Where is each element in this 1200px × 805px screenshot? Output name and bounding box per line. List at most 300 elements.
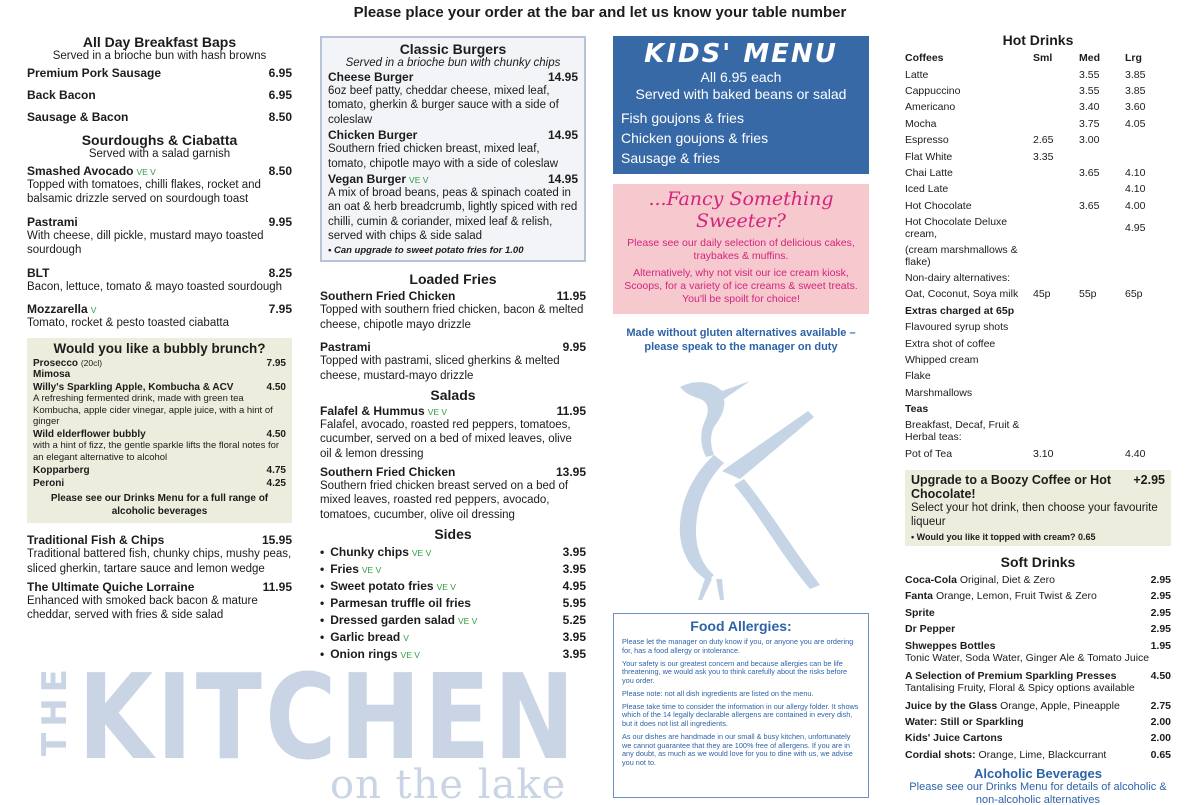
menu-item bbox=[27, 215, 292, 258]
hot-drink-row bbox=[905, 99, 1171, 115]
hot-drink-row bbox=[905, 385, 1171, 401]
allergy-paragraph: Please let the manager on duty know if you, or anyone you are ordering for, has a food allergy or intolerance. bbox=[622, 637, 854, 655]
price-medium bbox=[1079, 148, 1125, 164]
soft-drink-item bbox=[905, 607, 1171, 619]
price-small: 3.10 bbox=[1033, 447, 1054, 460]
brunch-note: Please see our Drinks Menu for a full range of alcoholic beverages bbox=[50, 493, 269, 517]
side-price: 5.95 bbox=[562, 596, 586, 611]
price-small bbox=[1033, 198, 1079, 214]
drink-detail: Original, Diet & Zero bbox=[959, 573, 1055, 586]
hot-drink-row bbox=[905, 242, 1171, 270]
menu-item bbox=[27, 266, 292, 294]
price-medium bbox=[1079, 445, 1125, 461]
brunch-title: Would you like a bubbly brunch? bbox=[53, 341, 266, 357]
item-price: 14.95 bbox=[547, 128, 578, 143]
item-price: 13.95 bbox=[555, 465, 586, 479]
price-medium: 3.40 bbox=[1079, 101, 1100, 114]
side-price: 3.95 bbox=[562, 630, 586, 645]
boozy-cream-note: • Would you like it topped with cream? 0.65 bbox=[911, 531, 1096, 542]
item-price: 9.95 bbox=[268, 214, 292, 229]
price-medium: 3.65 bbox=[1079, 166, 1100, 179]
drink-name: A Selection of Premium Sparkling Presses bbox=[905, 669, 1117, 682]
menu-item bbox=[328, 172, 578, 244]
allergies-title: Food Allergies: bbox=[690, 618, 792, 634]
soft-drink-item bbox=[905, 640, 1171, 652]
drink-name: Juice by the Glass bbox=[905, 699, 998, 712]
diet-tag: VE V bbox=[411, 548, 432, 559]
hot-drink-row bbox=[905, 445, 1171, 461]
price-large: 4.10 bbox=[1125, 183, 1146, 196]
hot-drink-row bbox=[905, 401, 1171, 417]
side-name: Dressed garden salad bbox=[330, 613, 455, 628]
diet-tag: VE V bbox=[457, 616, 478, 627]
hot-drink-row bbox=[905, 83, 1171, 99]
menu-item bbox=[27, 66, 292, 80]
drink-name: (cream marshmallows & flake) bbox=[905, 243, 1018, 268]
item-name: Vegan Burger bbox=[328, 171, 407, 186]
drink-detail: Orange, Lemon, Fruit Twist & Zero bbox=[935, 590, 1097, 603]
diet-tag: VE V bbox=[427, 406, 448, 417]
drink-name: Cappuccino bbox=[905, 84, 961, 97]
allergy-paragraph: Please take time to consider the information in our allergy folder. It shows which of the 14 legally declarable allergens are contained in every dish, but it does not list all ingredients. bbox=[622, 701, 859, 728]
sweet-text: Please see our daily selection of delicious cakes, traybakes & muffins. bbox=[627, 236, 855, 262]
price-medium bbox=[1079, 319, 1125, 335]
drink-name: Flavoured syrup shots bbox=[905, 321, 1009, 334]
price-small bbox=[1033, 99, 1079, 115]
the-kitchen-logo bbox=[30, 648, 590, 803]
menu-item bbox=[27, 580, 292, 623]
price-large bbox=[1125, 352, 1171, 368]
menu-item bbox=[320, 340, 586, 383]
drink-description: with a hint of fizz, the gentle sparkle lifts the floral notes for an elegant alternative to alcohol bbox=[33, 440, 280, 463]
column-kids bbox=[613, 30, 869, 355]
drink-name: Kopparberg bbox=[33, 465, 90, 477]
menu-item bbox=[27, 110, 292, 124]
drink-name: Espresso bbox=[905, 134, 949, 147]
item-description: Traditional battered fish, chunky chips, mushy peas, sliced gherkin, tartare sauce and lemon wedge bbox=[27, 548, 292, 575]
item-price: 6.95 bbox=[268, 66, 292, 80]
menu-item bbox=[27, 164, 292, 207]
drink-name: Cordial shots: bbox=[905, 748, 976, 761]
item-price: 9.95 bbox=[562, 340, 586, 355]
side-item: • Onion rings VE V 3.95 bbox=[320, 647, 586, 662]
price-large: 65p bbox=[1125, 288, 1143, 301]
drink-price: 2.95 bbox=[1150, 623, 1171, 636]
soft-drinks-title: Soft Drinks bbox=[1000, 553, 1076, 570]
item-price: 15.95 bbox=[261, 533, 292, 548]
side-price: 3.95 bbox=[562, 562, 586, 577]
item-description: Bacon, lettuce, tomato & mayo toasted sourdough bbox=[27, 280, 283, 293]
price-small bbox=[1033, 385, 1079, 401]
hot-drink-row bbox=[905, 181, 1171, 197]
price-large bbox=[1125, 368, 1171, 384]
drink-description: A refreshing fermented drink, made with green tea Kombucha, apple cider vinegar, apple juice, with a hint of ginger bbox=[33, 393, 273, 428]
side-item: • Chunky chips VE V 3.95 bbox=[320, 545, 586, 560]
hot-drink-row bbox=[905, 165, 1171, 181]
drink-price: 2.95 bbox=[1150, 590, 1171, 603]
hot-drink-row bbox=[905, 303, 1171, 319]
item-name: Pastrami bbox=[27, 214, 78, 229]
header-cell: Lrg bbox=[1125, 52, 1142, 65]
side-name: Onion rings bbox=[330, 647, 398, 662]
drink-detail: Orange, Lime, Blackcurrant bbox=[978, 748, 1107, 761]
price-large bbox=[1125, 270, 1171, 286]
item-price: 14.95 bbox=[547, 171, 578, 186]
side-name: Sweet potato fries bbox=[330, 579, 434, 594]
boozy-price: +2.95 bbox=[1133, 472, 1165, 487]
drink-name: Coca-Cola bbox=[905, 573, 957, 586]
hot-drink-row bbox=[905, 335, 1171, 351]
item-name: Cheese Burger bbox=[328, 70, 414, 84]
hot-drink-row bbox=[905, 116, 1171, 132]
drink-name: Flake bbox=[905, 370, 931, 383]
drink-size: (20cl) bbox=[80, 358, 103, 369]
logo-the: THE bbox=[35, 663, 75, 756]
drink-name: Whipped cream bbox=[905, 354, 979, 367]
item-description: Topped with southern fried chicken, bacon & melted cheese, chipotle mayo drizzle bbox=[320, 304, 584, 331]
item-name: Premium Pork Sausage bbox=[27, 66, 162, 80]
menu-item bbox=[320, 404, 586, 461]
column-drinks bbox=[905, 32, 1171, 805]
table-header-row bbox=[905, 50, 1171, 66]
item-price: 6.95 bbox=[268, 88, 292, 102]
price-large: 3.60 bbox=[1125, 101, 1146, 114]
side-item: • Sweet potato fries VE V 4.95 bbox=[320, 579, 586, 594]
sides-list bbox=[320, 545, 586, 661]
soft-drink-item bbox=[905, 623, 1171, 635]
price-large: 4.05 bbox=[1125, 117, 1146, 130]
drink-name: Wild elderflower bubbly bbox=[33, 429, 146, 441]
drink-price: 2.95 bbox=[1150, 606, 1171, 619]
diet-tag: VE V bbox=[361, 565, 382, 576]
drink-name: Prosecco bbox=[33, 358, 79, 370]
price-large: 4.95 bbox=[1125, 221, 1146, 234]
alcoholic-title: Alcoholic Beverages bbox=[974, 765, 1102, 781]
allergy-paragraph: Your safety is our greatest concern and because allergies can be life threatening, we would ask you to think carefully about the risks before you order. bbox=[622, 658, 848, 685]
price-small: 2.65 bbox=[1033, 134, 1054, 147]
menu-item bbox=[27, 533, 292, 576]
boozy-title: Upgrade to a Boozy Coffee or Hot Chocolate! bbox=[911, 472, 1112, 501]
drink-description: Tantalising Fruity, Floral & Spicy options available bbox=[905, 681, 1135, 694]
price-medium bbox=[1079, 242, 1125, 270]
item-price: 11.95 bbox=[262, 579, 292, 594]
item-price: 8.25 bbox=[268, 265, 292, 280]
sourdough-title: Sourdoughs & Ciabatta bbox=[81, 132, 238, 148]
price-small bbox=[1033, 270, 1079, 286]
price-small: 3.35 bbox=[1033, 150, 1054, 163]
kids-served-line: Served with baked beans or salad bbox=[635, 86, 847, 103]
price-large bbox=[1125, 319, 1171, 335]
heron-k-emblem bbox=[640, 375, 825, 600]
kids-price-line: All 6.95 each bbox=[700, 68, 782, 85]
sweet-title: ...Fancy Something Sweeter? bbox=[648, 188, 834, 232]
soft-drink-item bbox=[905, 590, 1171, 602]
item-price: 11.95 bbox=[556, 403, 586, 418]
sweet-box bbox=[613, 184, 869, 314]
drink-name: Americano bbox=[905, 101, 956, 114]
drink-price: 2.75 bbox=[1150, 699, 1171, 712]
price-medium bbox=[1079, 401, 1125, 417]
hot-drinks-table bbox=[905, 50, 1171, 462]
price-large bbox=[1125, 242, 1171, 270]
item-description: Southern fried chicken breast served on a bed of mixed leaves, roasted red peppers, avocado, tomatoes, cucumber, olive oil dressing bbox=[320, 480, 569, 521]
drink-name: Mocha bbox=[905, 117, 937, 130]
item-price: 7.95 bbox=[268, 301, 292, 316]
hot-drink-row bbox=[905, 198, 1171, 214]
logo-tagline: on the lake bbox=[330, 762, 567, 803]
price-small bbox=[1033, 165, 1079, 181]
allergy-paragraph: As our dishes are handmade in our small & busy kitchen, unfortunately we cannot guarantee that they are 100% free of allergens. If you are in any doubt, as much as we would love for you to dine with us, we advise you not to. bbox=[622, 731, 853, 767]
drink-name: Oat, Coconut, Soya milk bbox=[905, 288, 1019, 301]
sourdough-subtitle: Served with a salad garnish bbox=[88, 148, 231, 160]
item-price: 8.50 bbox=[268, 164, 292, 178]
drink-name: Kids' Juice Cartons bbox=[905, 732, 1003, 745]
sides-title: Sides bbox=[434, 526, 472, 543]
menu-item bbox=[328, 70, 578, 127]
side-price: 4.95 bbox=[562, 579, 586, 594]
boozy-upgrade-box bbox=[905, 470, 1171, 546]
drink-name: Willy's Sparkling Apple, Kombucha & ACV bbox=[33, 382, 234, 394]
price-large bbox=[1125, 417, 1171, 445]
diet-tag: VE V bbox=[409, 174, 429, 185]
item-name: The Ultimate Quiche Lorraine bbox=[27, 579, 195, 594]
allergy-paragraph: Please note: not all dish ingredients are listed on the menu. bbox=[622, 688, 814, 698]
item-name: Back Bacon bbox=[27, 88, 96, 102]
hot-drink-row bbox=[905, 417, 1171, 445]
drink-name: Sprite bbox=[905, 606, 935, 619]
drink-price: 2.00 bbox=[1150, 715, 1171, 728]
boozy-text: Select your hot drink, then choose your favourite liqueur bbox=[911, 501, 1158, 529]
side-item: • Dressed garden salad VE V 5.25 bbox=[320, 613, 586, 628]
side-item: • Fries VE V 3.95 bbox=[320, 562, 586, 577]
item-description: 6oz beef patty, cheddar cheese, mixed leaf, tomato, gherkin & burger sauce with a side of coleslaw bbox=[328, 85, 559, 126]
drink-price: 1.95 bbox=[1150, 639, 1171, 652]
price-small bbox=[1033, 83, 1079, 99]
price-large bbox=[1125, 132, 1171, 148]
price-large bbox=[1125, 401, 1171, 417]
item-description: A mix of broad beans, peas & spinach coated in an oat & herb breadcrumb, lightly spiced with red chilli, cumin & coriander, mixed leaf & relish, served with chips & side salad bbox=[328, 186, 578, 242]
drink-name: Peroni bbox=[33, 478, 65, 490]
side-name: Fries bbox=[330, 562, 359, 577]
price-medium: 3.65 bbox=[1079, 199, 1100, 212]
drink-price: 7.95 bbox=[266, 358, 286, 370]
price-medium bbox=[1079, 385, 1125, 401]
drink-name: Pot of Tea bbox=[905, 447, 953, 460]
drink-name: Marshmallows bbox=[905, 386, 973, 399]
price-small bbox=[1033, 242, 1079, 270]
hot-drink-row bbox=[905, 270, 1171, 286]
price-medium bbox=[1079, 417, 1125, 445]
price-medium: 3.55 bbox=[1079, 68, 1100, 81]
price-large: 4.40 bbox=[1125, 447, 1146, 460]
item-name: Traditional Fish & Chips bbox=[27, 533, 165, 548]
column-breakfast bbox=[27, 30, 292, 623]
price-large: 3.85 bbox=[1125, 84, 1146, 97]
hot-drink-row bbox=[905, 132, 1171, 148]
price-medium: 3.75 bbox=[1079, 117, 1100, 130]
side-item: • Garlic bread V 3.95 bbox=[320, 630, 586, 645]
drink-name: Dr Pepper bbox=[905, 623, 956, 636]
alcoholic-text: Please see our Drinks Menu for details of alcoholic & non-alcoholic alternatives bbox=[909, 780, 1167, 805]
item-description: Topped with tomatoes, chilli flakes, rocket and balsamic drizzle served on sourdough toast bbox=[27, 179, 261, 206]
drink-price: 4.25 bbox=[266, 478, 286, 490]
menu-item bbox=[27, 88, 292, 102]
price-small bbox=[1033, 66, 1079, 82]
item-name: Pastrami bbox=[320, 340, 371, 355]
breakfast-subtitle: Served in a brioche bun with hash browns bbox=[52, 50, 267, 62]
side-price: 5.25 bbox=[562, 613, 586, 628]
price-medium: 55p bbox=[1079, 288, 1097, 301]
item-description: Enhanced with smoked back bacon & mature cheddar, served with fries & side salad bbox=[27, 594, 258, 622]
item-name: Smashed Avocado bbox=[27, 164, 134, 178]
drink-name: Water: Still or Sparkling bbox=[905, 715, 1024, 728]
soft-drinks-list bbox=[905, 574, 1171, 761]
drink-name: Fanta bbox=[905, 590, 934, 603]
soft-drink-item bbox=[905, 670, 1171, 682]
menu-item bbox=[27, 302, 292, 330]
drink-name: Chai Latte bbox=[905, 166, 953, 179]
hot-drink-row bbox=[905, 319, 1171, 335]
price-large: 3.85 bbox=[1125, 68, 1146, 81]
loaded-fries-title: Loaded Fries bbox=[409, 271, 497, 288]
sweet-text: Alternatively, why not visit our ice cream kiosk, Scoops, for a variety of ice creams & sweet treats. You'll be spoilt for choice! bbox=[624, 266, 858, 306]
price-large: 4.00 bbox=[1125, 199, 1146, 212]
soft-drink-item bbox=[905, 574, 1171, 586]
drink-price: 4.50 bbox=[1150, 669, 1171, 682]
drink-name: Latte bbox=[905, 68, 929, 81]
drink-name: Extras charged at 65p bbox=[905, 304, 1015, 317]
burgers-title: Classic Burgers bbox=[399, 41, 507, 57]
logo-kitchen: KITCHEN bbox=[78, 648, 578, 786]
column-burgers bbox=[320, 36, 586, 661]
side-name: Garlic bread bbox=[330, 630, 401, 645]
price-medium bbox=[1079, 214, 1125, 242]
drink-price: 0.65 bbox=[1150, 748, 1171, 761]
menu-item bbox=[320, 289, 586, 332]
item-price: 14.95 bbox=[547, 70, 578, 84]
price-small bbox=[1033, 401, 1079, 417]
item-description: Topped with pastrami, sliced gherkins & melted cheese, mustard-mayo drizzle bbox=[320, 355, 560, 382]
kids-item: Chicken goujons & fries bbox=[621, 129, 769, 146]
drink-name: Hot Chocolate bbox=[905, 199, 972, 212]
side-name: Parmesan truffle oil fries bbox=[330, 596, 471, 611]
header-cell: Coffees bbox=[905, 52, 944, 65]
burgers-subtitle: Served in a brioche bun with chunky chips bbox=[345, 57, 561, 69]
hot-drink-row bbox=[905, 214, 1171, 242]
price-medium bbox=[1079, 270, 1125, 286]
soft-drink-item bbox=[905, 732, 1171, 744]
item-price: 11.95 bbox=[556, 289, 586, 304]
hot-drink-row bbox=[905, 286, 1171, 302]
item-name: BLT bbox=[27, 265, 50, 280]
side-item: • Parmesan truffle oil fries 5.95 bbox=[320, 596, 586, 611]
item-name: Mozzarella bbox=[27, 301, 88, 316]
price-medium bbox=[1079, 335, 1125, 351]
burger-upgrade-note: • Can upgrade to sweet potato fries for 1.00 bbox=[328, 245, 524, 257]
hot-drinks-title: Hot Drinks bbox=[1002, 32, 1074, 48]
gluten-free-note: Made without gluten alternatives available – please speak to the manager on duty bbox=[626, 327, 856, 354]
drink-description: Tonic Water, Soda Water, Ginger Ale & Tomato Juice bbox=[905, 651, 1150, 664]
item-name: Sausage & Bacon bbox=[27, 110, 129, 124]
drink-name: Extra shot of coffee bbox=[905, 337, 996, 350]
item-name: Falafel & Hummus bbox=[320, 403, 425, 418]
price-small bbox=[1033, 214, 1079, 242]
price-small bbox=[1033, 116, 1079, 132]
price-large bbox=[1125, 303, 1171, 319]
hot-drink-row bbox=[905, 66, 1171, 82]
price-small bbox=[1033, 335, 1079, 351]
soft-drink-item bbox=[905, 749, 1171, 761]
bubbly-brunch-box bbox=[27, 338, 292, 523]
price-large bbox=[1125, 385, 1171, 401]
order-banner: Please place your order at the bar and let us know your table number bbox=[353, 4, 847, 21]
price-small bbox=[1033, 303, 1079, 319]
price-large bbox=[1125, 335, 1171, 351]
drink-price: 2.95 bbox=[1150, 573, 1171, 586]
drink-name: Teas bbox=[905, 403, 929, 416]
drink-price: 4.50 bbox=[266, 429, 286, 441]
diet-tag: V bbox=[90, 304, 97, 315]
drink-name: Hot Chocolate Deluxe cream, bbox=[905, 215, 1008, 240]
kids-item: Fish goujons & fries bbox=[621, 109, 744, 126]
drink-price: 4.75 bbox=[266, 465, 286, 477]
price-small bbox=[1033, 368, 1079, 384]
drink-name: Non-dairy alternatives: bbox=[905, 272, 1011, 285]
diet-tag: VE V bbox=[136, 167, 156, 177]
side-price: 3.95 bbox=[562, 647, 586, 662]
item-name: Chicken Burger bbox=[328, 128, 418, 143]
price-small: 45p bbox=[1033, 288, 1051, 301]
drink-detail: Orange, Apple, Pineapple bbox=[1000, 699, 1120, 712]
item-name: Southern Fried Chicken bbox=[320, 465, 456, 479]
side-name: Chunky chips bbox=[330, 545, 409, 560]
price-small bbox=[1033, 319, 1079, 335]
drink-name: Flat White bbox=[905, 150, 953, 163]
price-medium bbox=[1079, 352, 1125, 368]
diet-tag: VE V bbox=[400, 650, 420, 661]
item-name: Southern Fried Chicken bbox=[320, 289, 456, 304]
kids-item: Sausage & fries bbox=[621, 149, 720, 166]
drink-name: Mimosa bbox=[33, 369, 71, 381]
price-medium bbox=[1079, 303, 1125, 319]
header-cell: Med bbox=[1079, 52, 1100, 65]
drink-price: 2.00 bbox=[1150, 732, 1171, 745]
burgers-box bbox=[320, 36, 586, 262]
header-cell: Sml bbox=[1033, 52, 1053, 65]
salads-title: Salads bbox=[430, 386, 476, 403]
drink-name: Breakfast, Decaf, Fruit & Herbal teas: bbox=[905, 419, 1020, 444]
kids-menu-box bbox=[613, 36, 869, 174]
price-large: 4.10 bbox=[1125, 166, 1146, 179]
price-medium: 3.00 bbox=[1079, 134, 1100, 147]
diet-tag: VE V bbox=[436, 582, 456, 593]
item-description: With cheese, dill pickle, mustard mayo toasted sourdough bbox=[27, 229, 264, 257]
kids-title: KIDS' MENU bbox=[644, 39, 838, 69]
price-large bbox=[1125, 148, 1171, 164]
hot-drink-row bbox=[905, 352, 1171, 368]
price-small bbox=[1033, 417, 1079, 445]
breakfast-title: All Day Breakfast Baps bbox=[82, 34, 237, 50]
price-medium bbox=[1079, 181, 1125, 197]
diet-tag: V bbox=[403, 633, 409, 644]
price-small bbox=[1033, 181, 1079, 197]
drink-name: Shweppes Bottles bbox=[905, 639, 996, 652]
item-description: Southern fried chicken breast, mixed leaf, tomato, chipotle mayo with a side of coleslaw bbox=[328, 143, 559, 170]
price-medium bbox=[1079, 368, 1125, 384]
soft-drink-item bbox=[905, 716, 1171, 728]
drink-name: Iced Late bbox=[905, 183, 949, 196]
food-allergies-box bbox=[613, 613, 869, 798]
